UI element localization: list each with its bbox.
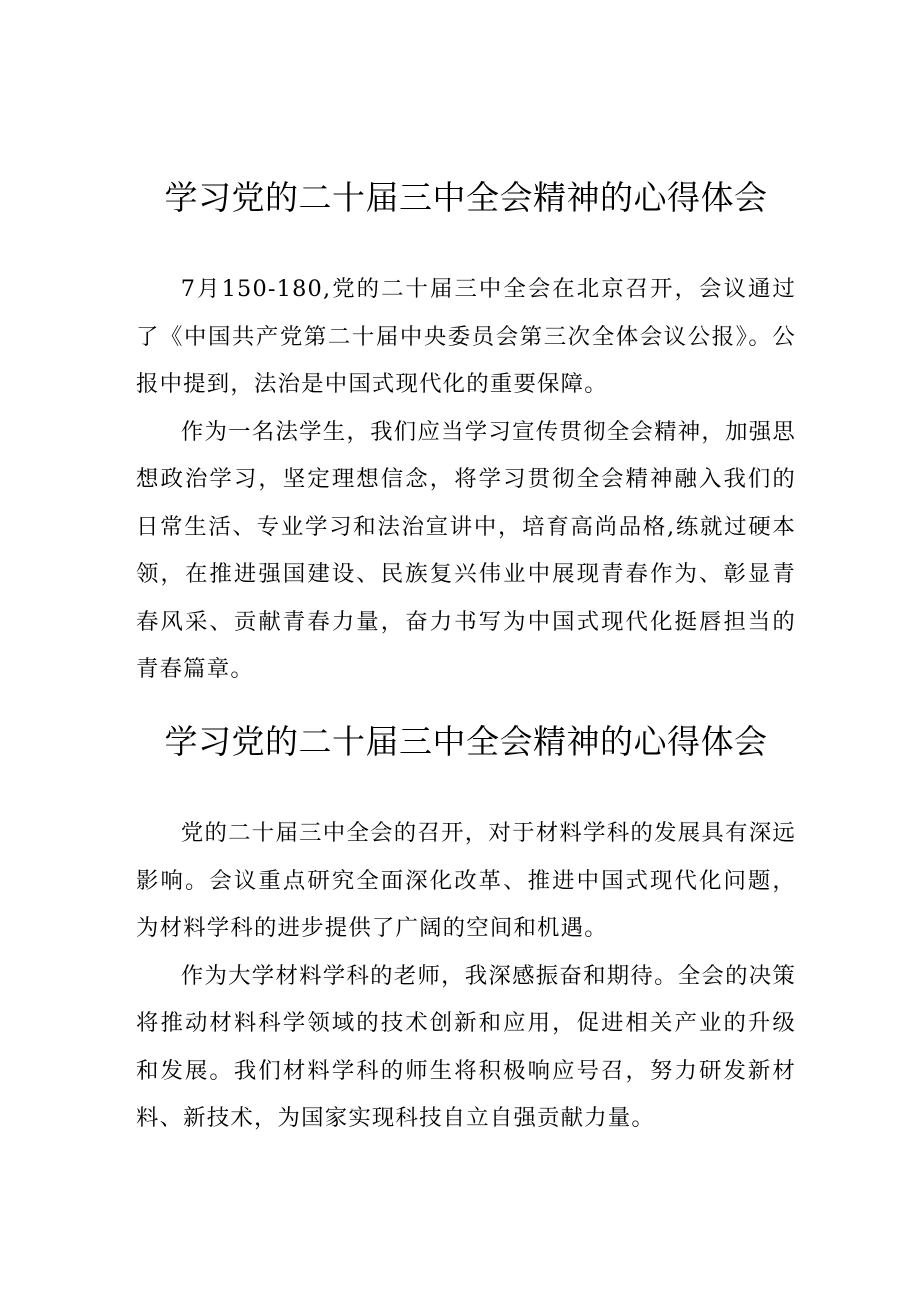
- article-section-2: [136, 716, 796, 1143]
- paragraph: 党的二十届三中全会的召开，对于材料学科的发展具有深远影响。会议重点研究全面深化改革、推进中国式现代化问题，为材料学科的进步提供了广阔的空间和机遇。: [136, 820, 796, 941]
- paragraph: 作为大学材料学科的老师，我深感振奋和期待。全会的决策将推动材料科学领域的技术创新和应用，促进相关产业的升级和发展。我们材料学科的师生将积极响应号召，努力研发新材料、新技术，为国家实现科技自立自强贡献力量。: [136, 962, 796, 1131]
- article-title: 学习党的二十届三中全会精神的心得体会: [164, 178, 768, 217]
- article-body: [136, 810, 796, 1143]
- paragraph: 作为一名法学生，我们应当学习宣传贯彻全会精神，加强思想政治学习，坚定理想信念，将学习贯彻全会精神融入我们的日常生活、专业学习和法治宣讲中，培育高尚品格,练就过硬本领，在推进强国建设、民族复兴伟业中展现青春作为、彰显青春风采、贡献青春力量，奋力书写为中国式现代化挺唇担当的青春篇章。: [136, 418, 796, 682]
- article-section-1: [136, 172, 796, 694]
- paragraph: 7月150-180,党的二十届三中全会在北京召开，会议通过了《中国共产党第二十届中央委员会第三次全体会议公报》。公报中提到，法治是中国式现代化的重要保障。: [136, 276, 796, 397]
- article-body: [136, 266, 796, 694]
- article-title: 学习党的二十届三中全会精神的心得体会: [164, 722, 768, 761]
